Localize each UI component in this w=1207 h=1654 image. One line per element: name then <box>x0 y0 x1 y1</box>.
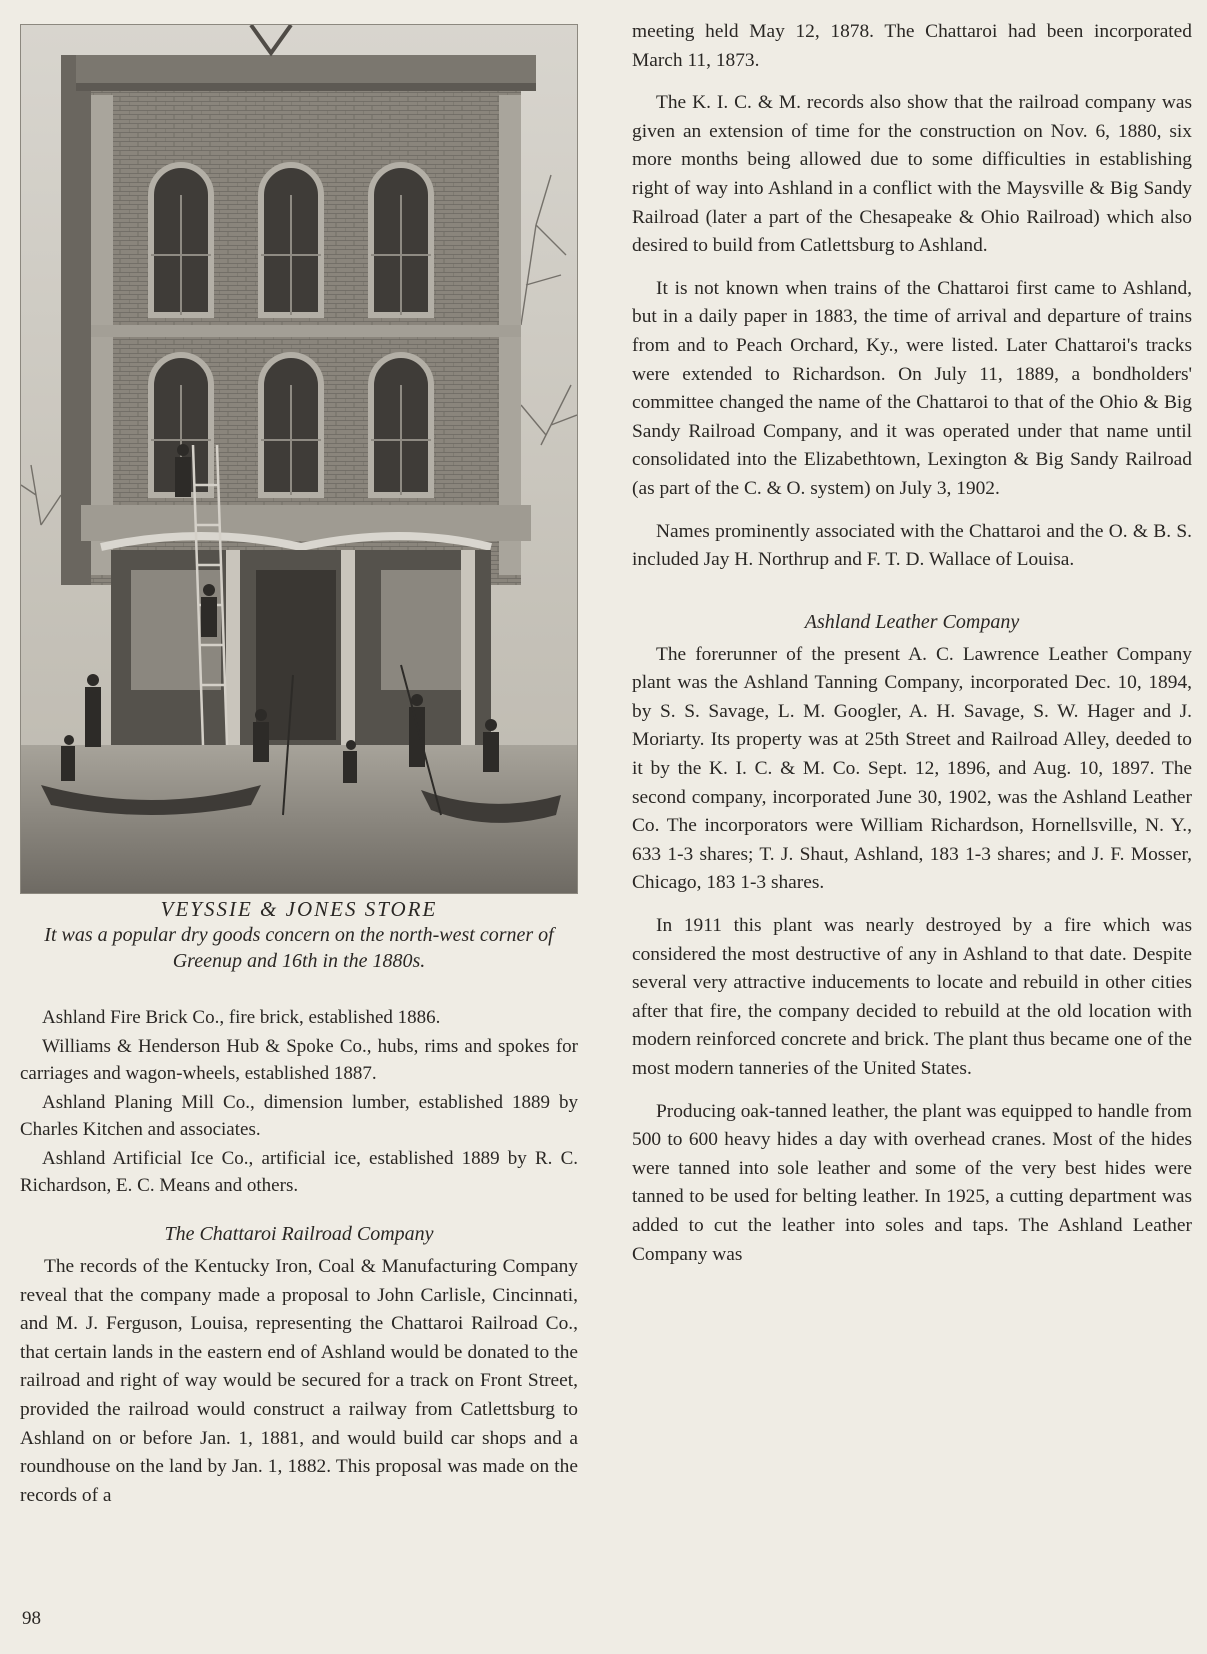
photo-caption <box>20 896 578 974</box>
section-heading: Ashland Leather Company <box>804 610 1020 633</box>
section-heading: The Chattaroi Railroad Company <box>164 1223 434 1245</box>
industry-entry: Ashland Planing Mill Co., dimension lumber, established 1889 by Charles Kitchen and associates. <box>20 1092 578 1140</box>
industry-entry: Williams & Henderson Hub & Spoke Co., hubs, rims and spokes for carriages and wagon-wheels, established 1887. <box>20 1036 578 1084</box>
body-paragraph: Producing oak-tanned leather, the plant was equipped to handle from 500 to 600 heavy hides a day with overhead cranes. Most of the hides were tanned into sole leather and some of the very best hides were tanned to be used for belting leather. In 1925, a cutting department was added to cut the leather into soles and taps. The Ashland Leather Company was <box>632 1100 1192 1265</box>
body-paragraph: It is not known when trains of the Chattaroi first came to Ashland, but in a daily paper in 1883, the time of arrival and departure of trains from and to Peach Orchard, Ky., were listed. Later Chattaroi's tracks were extended to Richardson. On July 11, 1889, a bondholders' committee changed the name of the Chattaroi to that of the Ohio & Big Sandy Railroad Company, and it was operated under that name until consolidated into the Elizabethtown, Lexington & Big Sandy Railroad (as part of the C. & O. system) on July 3, 1902. <box>632 277 1192 499</box>
body-paragraph: meeting held May 12, 1878. The Chattaroi had been incorporated March 11, 1873. <box>632 21 1192 71</box>
industry-entry: Ashland Fire Brick Co., fire brick, established 1886. <box>42 1007 441 1028</box>
store-photo-illustration <box>21 25 577 893</box>
right-column <box>632 18 1192 1283</box>
left-column <box>20 24 578 1524</box>
chattaroi-section <box>20 1221 578 1510</box>
body-paragraph: The forerunner of the present A. C. Lawrence Leather Company plant was the Ashland Tanning Company, incorporated Dec. 10, 1894, by S. S. Savage, L. M. Googler, A. H. Savage, S. W. Hager and J. Moriarty. Its property was at 25th Street and Railroad Alley, deeded to it by the K. I. C. & M. Co. Sept. 12, 1896, and Aug. 10, 1897. The second company, incorporated June 30, 1902, was the Ashland Leather Co. The incorporators were William Richardson, Hornellsville, N. Y., 633 1-3 shares; T. J. Shaut, Ashland, 183 1-3 shares; and J. F. Mosser, Chicago, 183 1-3 shares. <box>632 643 1192 894</box>
industry-list <box>20 1004 578 1199</box>
photo-caption-text: It was a popular dry goods concern on the north-west corner of Greenup and 16th in the 1880s. <box>44 924 554 972</box>
body-paragraph: The K. I. C. & M. records also show that the railroad company was given an extension of time for the construction on Nov. 6, 1880, six more months being allowed due to some difficulties in establishing right of way into Ashland in a conflict with the Maysville & Big Sandy Railroad (later a part of the Chesapeake & Ohio Railroad) which also desired to build from Catlettsburg to Ashland. <box>632 92 1192 257</box>
body-paragraph: The records of the Kentucky Iron, Coal & Manufacturing Company reveal that the company made a proposal to John Carlisle, Cincinnati, and M. J. Ferguson, Louisa, representing the Chattaroi Railroad Co., that certain lands in the eastern end of Ashland would be donated to the railroad and right of way would be secured for a track on Front Street, provided the railroad would construct a railway from Catlettsburg to Ashland on or before Jan. 1, 1881, and would build car shops and a roundhouse on the land by Jan. 1, 1882. This proposal was made on the records of a <box>20 1256 578 1506</box>
page-number: 98 <box>22 1608 41 1629</box>
body-paragraph: Names prominently associated with the Chattaroi and the O. & B. S. included Jay H. Northrup and F. T. D. Wallace of Louisa. <box>632 520 1192 571</box>
industry-entry: Ashland Artificial Ice Co., artificial ice, established 1889 by R. C. Richardson, E. C. Means and others. <box>20 1148 578 1196</box>
photo-title: VEYSSIE & JONES STORE <box>160 897 438 921</box>
store-photograph <box>20 24 578 894</box>
body-paragraph: In 1911 this plant was nearly destroyed by a fire which was considered the most destructive of any in Ashland to that date. Despite several very attractive inducements to locate and rebuild in other cities after that fire, the company decided to rebuild at the old location with modern reinforced concrete and brick. The plant thus became one of the most modern tanneries of the United States. <box>632 915 1192 1079</box>
leather-section <box>632 609 1192 1269</box>
